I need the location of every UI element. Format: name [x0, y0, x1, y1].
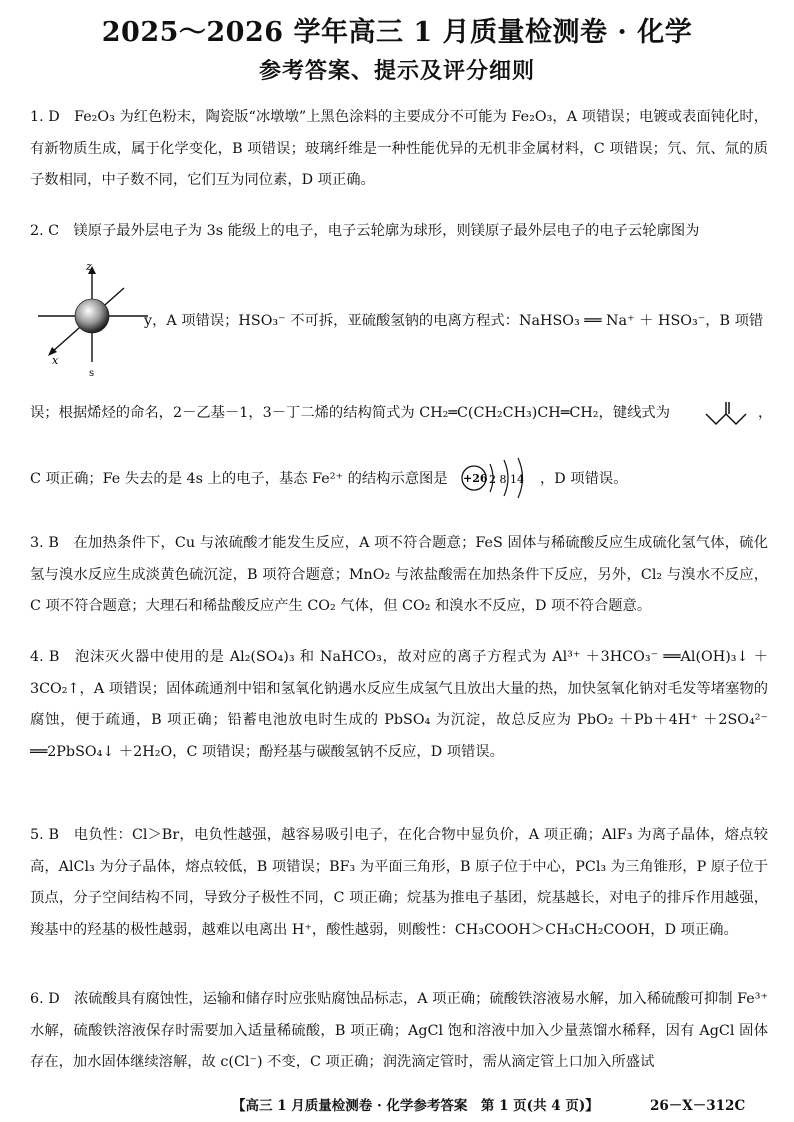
skeletal-formula: [704, 400, 756, 428]
fe-nucleus-label: +26: [463, 472, 488, 485]
answer-1: 1. D Fe₂O₃ 为红色粉末，陶瓷版“冰墩墩”上黑色涂料的主要成分不可能为 Fe₂O₃，A 项错误；电镀或表面钝化时，有新物质生成，属于化学变化，B 项错误；玻璃纤维是一种性能优异的无机非金属材料，C 项错误；氕、氘、氚的质子数相同，中子数不同，它们互为同位素，D 项正确。: [30, 109, 768, 188]
answer-3: 3. B 在加热条件下，Cu 与浓硫酸才能发生反应，A 项不符合题意；FeS 固体与稀硫酸反应生成硫化氢气体，硫化氢与溴水反应生成淡黄色硫沉淀，B 项符合题意；MnO₂ 与浓盐酸需在加热条件下反应，另外，Cl₂ 与溴水不反应，C 项不符合题意；大理石和稀盐酸反应产生 CO₂ 气体，但 CO₂ 和溴水不反应，D 项不符合题意。: [30, 535, 768, 614]
orbital-diagram: [30, 254, 154, 378]
alkene-end: ，: [758, 405, 773, 421]
answer-5: 5. B 电负性：Cl＞Br，电负性越强，越容易吸引电子，在化合物中显负价，A 项正确；AlF₃ 为离子晶体，熔点较高，AlCl₃ 为分子晶体，熔点较低，B 项错误；BF₃ 为平面三角形，B 原子位于中心，PCl₃ 为三角锥形，P 原子位于顶点，分子空间结构不同，导致分子极性不同，C 项正确；烷基为推电子基团，烷基越长，对电子的排斥作用越强，羧基中的羟基的极性越弱，越难以电离出 H⁺，酸性越弱，则酸性：CH₃COOH＞CH₃CH₂COOH，D 项正确。: [30, 827, 768, 938]
orbital-s-label: s: [89, 368, 95, 378]
answer-2-intro: 2. C 镁原子最外层电子为 3s 能级上的电子，电子云轮廓为球形，则镁原子最外层电子的电子云轮廓图为: [30, 223, 700, 239]
fe-ion-structure-diagram: [460, 454, 538, 502]
page-footer: [0, 1094, 794, 1116]
page-title: 2025～2026 学年高三 1 月质量检测卷 · 化学: [101, 17, 693, 48]
axis-z-label: z: [86, 260, 92, 273]
footer-page-info: 【高三 1 月质量检测卷 · 化学参考答案 第 1 页(共 4 页)】: [232, 1098, 599, 1114]
answer-2-part-d: [30, 464, 460, 496]
answer-6: 6. D 浓硫酸具有腐蚀性，运输和储存时应张贴腐蚀品标志，A 项正确；硫酸铁溶液易水解，加入稀硫酸可抑制 Fe³⁺ 水解，硫酸铁溶液保存时需要加入适量稀硫酸，B 项正确；AgCl 饱和溶液中加入少量蒸馏水稀释，因有 AgCl 固体存在，加水固体继续溶解，故 c(Cl⁻) 不变，C 项正确；润洗滴定管时，需从滴定管上口加入所盛试: [30, 991, 768, 1070]
answer-4: 4. B 泡沫灭火器中使用的是 Al₂(SO₄)₃ 和 NaHCO₃，故对应的离子方程式为 Al³⁺ ＋3HCO₃⁻ ══Al(OH)₃↓ ＋3CO₂↑，A 项错误；固体疏通剂中铝和氢氧化钠遇水反应生成氢气且放出大量的热，加快氢氧化钠对毛发等堵塞物的腐蚀，便于疏通，B 项正确；铅蓄电池放电时生成的 PbSO₄ 为沉淀，故总反应为 PbO₂ ＋Pb＋4H⁺ ＋2SO₄²⁻ ══2PbSO₄↓ ＋2H₂O，C 项错误；酚羟基与碳酸氢钠不反应，D 项错误。: [30, 649, 768, 760]
answer-2-fe-text: C 项正确；Fe 失去的是 4s 上的电子，基态 Fe²⁺ 的结构示意图是: [30, 471, 448, 487]
answer-2-fe-end: ，D 项错误。: [540, 471, 628, 487]
axis-x-label: x: [52, 354, 59, 367]
answer-2-part-c: [30, 398, 768, 430]
footer-code: 26－X－312C: [650, 1098, 746, 1114]
answer-2-part-b: y，A 项错误；HSO₃⁻ 不可拆，亚硫酸氢钠的电离方程式：NaHSO₃ ══ Na⁺ ＋ HSO₃⁻，B 项错: [144, 313, 764, 329]
page-subtitle: 参考答案、提示及评分细则: [258, 58, 535, 84]
fe-shell-electrons: 2 8 14: [489, 473, 524, 486]
answer-2-alkene-text: 误；根据烯烃的命名，2－乙基－1，3－丁二烯的结构简式为 CH₂═C(CH₂CH₃)CH═CH₂，键线式为: [30, 405, 671, 421]
